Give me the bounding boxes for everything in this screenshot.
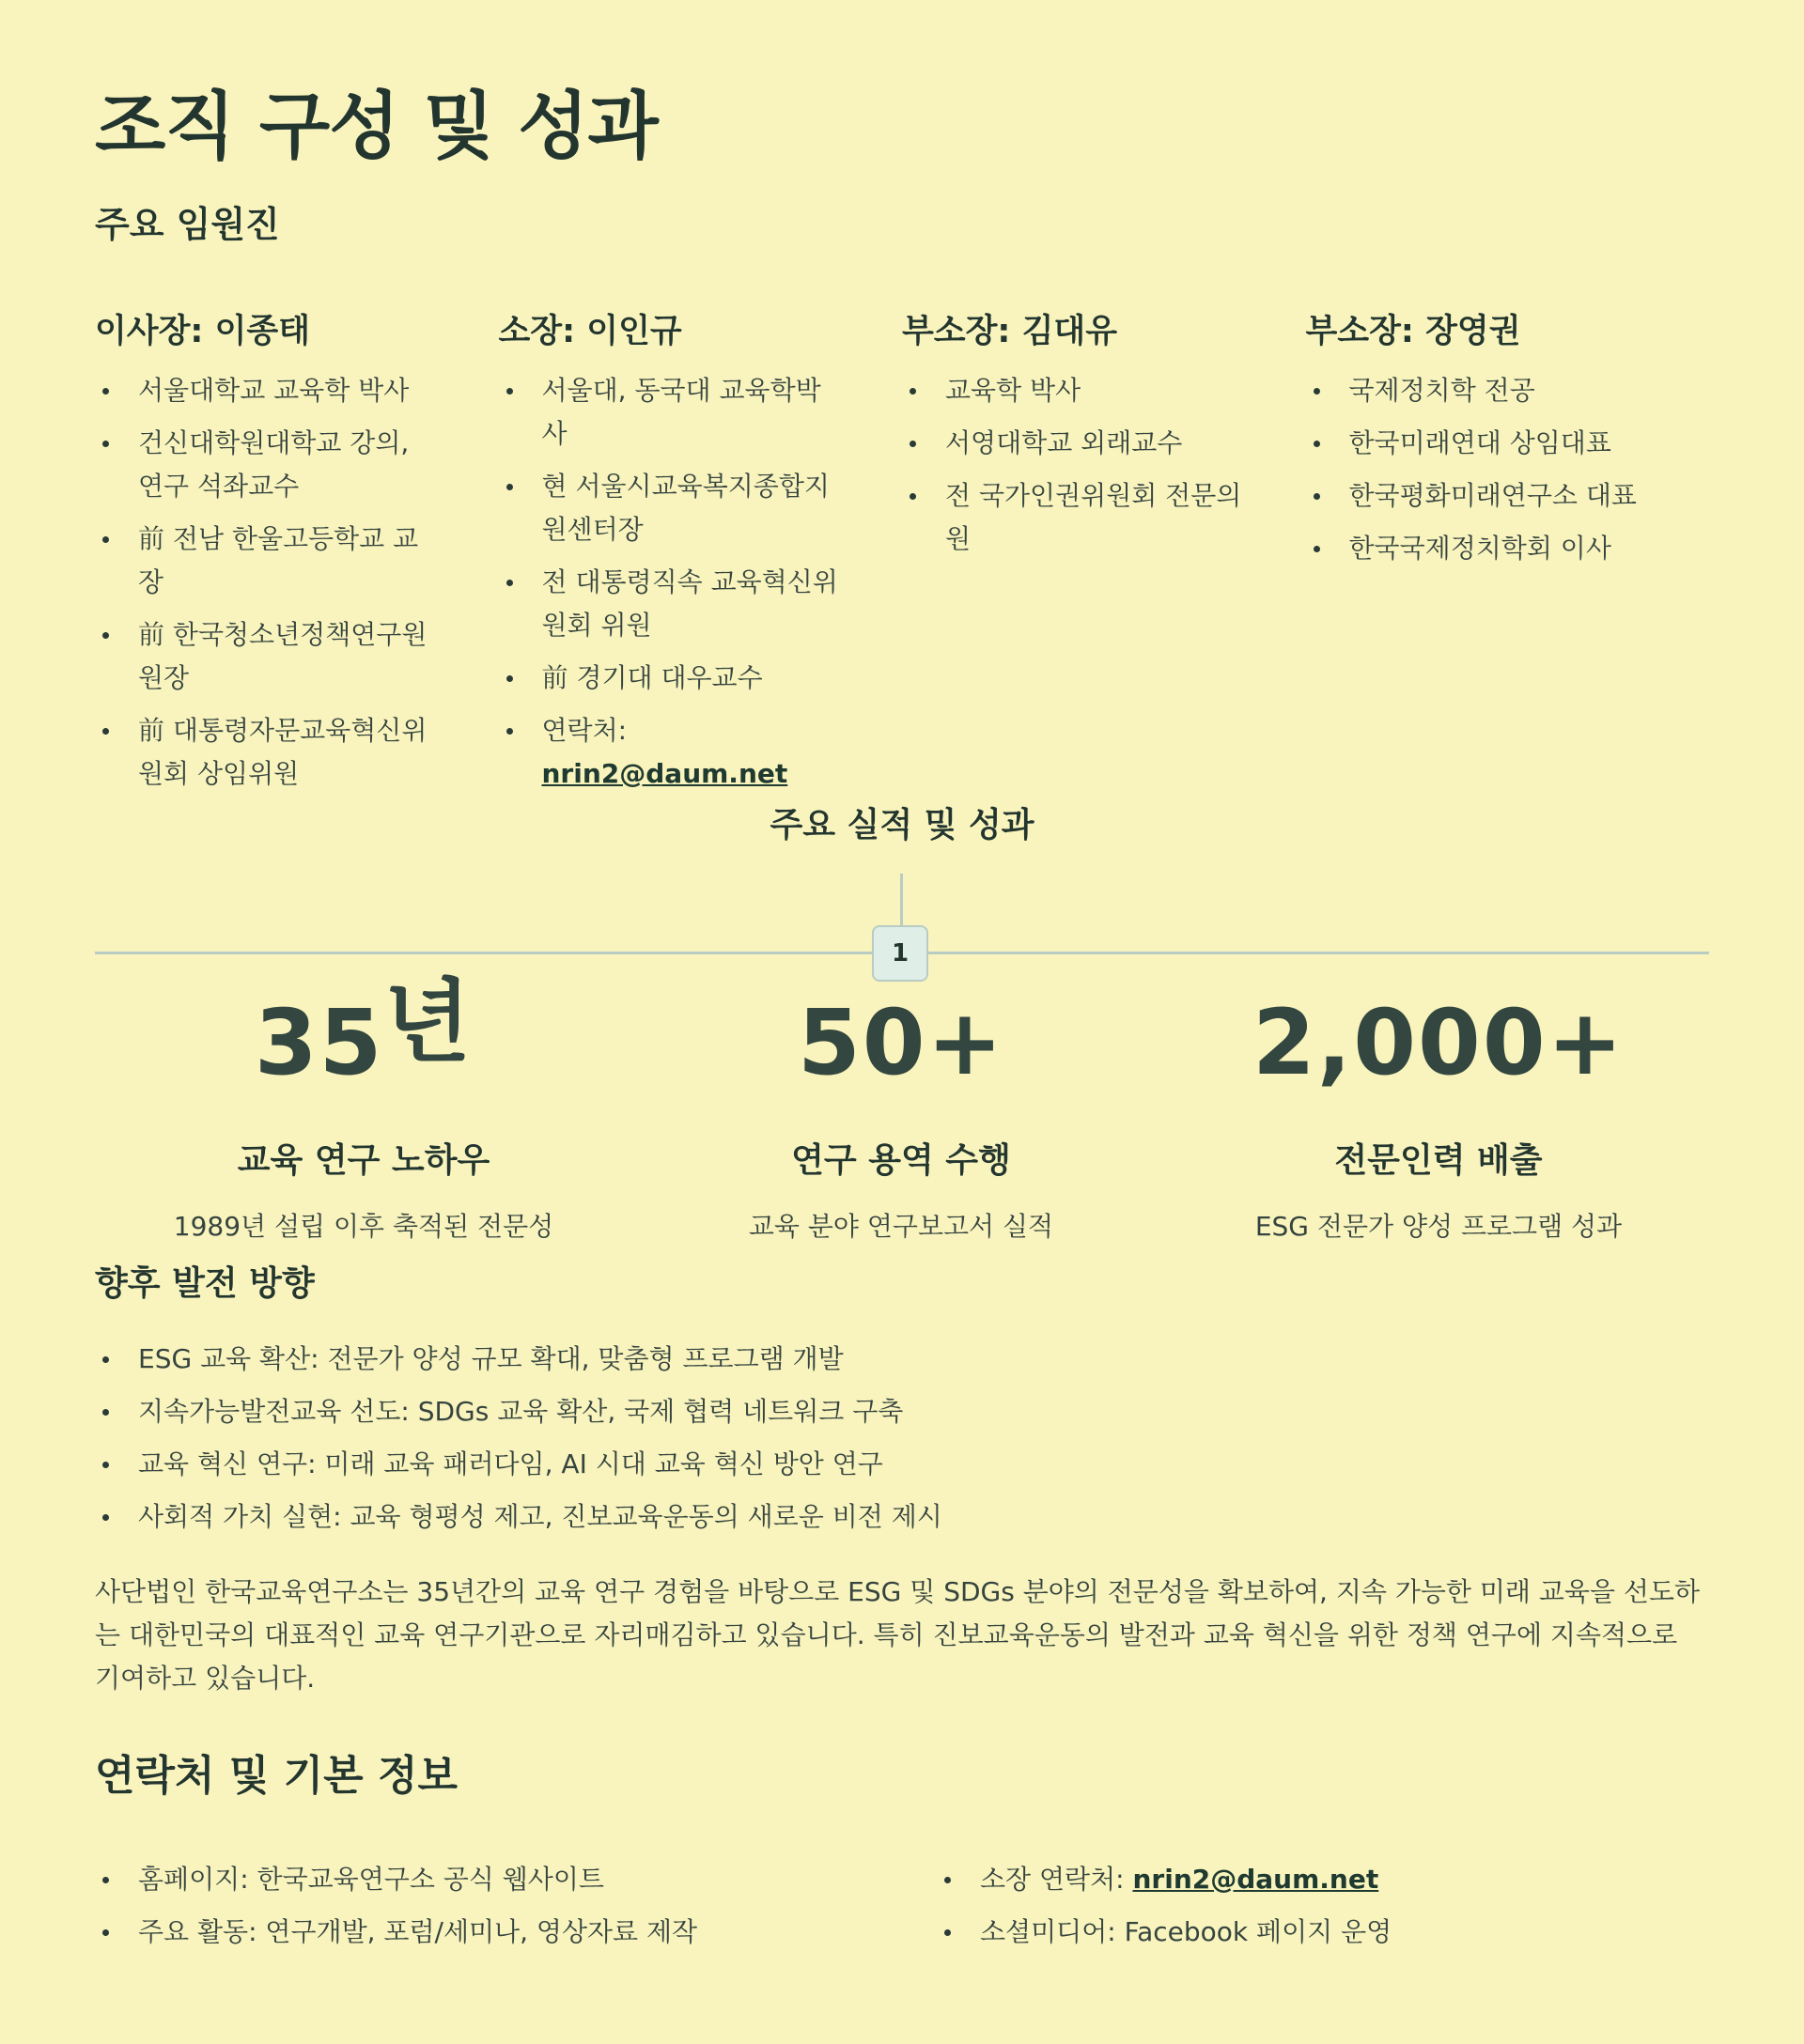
list-item: 서울대, 동국대 교육학박사 xyxy=(499,369,843,456)
list-item: 서울대학교 교육학 박사 xyxy=(95,369,439,412)
stat-experts xyxy=(1170,982,1707,1244)
leader-credentials xyxy=(499,369,903,796)
stat-number: 50+ xyxy=(797,990,1005,1095)
list-item: 한국국제정치학회 이사 xyxy=(1306,527,1650,570)
leader-title: 이사장: 이종태 xyxy=(95,313,311,350)
leader-credentials xyxy=(95,369,499,796)
list-item: 현 서울시교육복지종합지원센터장 xyxy=(499,465,843,551)
list-item: 서영대학교 외래교수 xyxy=(902,422,1246,465)
contact-list-left xyxy=(95,1858,697,1963)
stat-suffix: 년 xyxy=(383,969,474,1075)
stats-row xyxy=(95,969,1709,1244)
stat-label: 전문인력 배출 xyxy=(1334,1141,1543,1180)
homepage-item: 홈페이지: 한국교육연구소 공식 웹사이트 xyxy=(95,1858,697,1901)
list-item: 교육학 박사 xyxy=(902,369,1246,412)
leader-card-vice-director-kim xyxy=(902,305,1306,805)
stat-value xyxy=(95,969,632,1104)
leader-title: 소장: 이인규 xyxy=(498,313,682,350)
summary-paragraph: 사단법인 한국교육연구소는 35년간의 교육 연구 경험을 바탕으로 ESG 및 SDGs 분야의 전문성을 확보하여, 지속 가능한 미래 교육을 선도하는 대한민국의 대표적인 교육 연구기관으로 자리매김하고 있습니다. 특히 진보교육운동의 발전과 교육 혁신을 위한 정책 연구에 지속적으로 기여하고 있습니다. xyxy=(95,1576,1701,1694)
list-item: 국제정치학 전공 xyxy=(1306,369,1650,412)
social-item: 소셜미디어: Facebook 페이지 운영 xyxy=(937,1911,1392,1954)
timeline-connector xyxy=(900,874,903,925)
list-item: 前 경기대 대우교수 xyxy=(499,657,843,700)
leader-credentials xyxy=(1306,369,1710,570)
list-item: 前 대통령자문교육혁신위원회 상임위원 xyxy=(95,709,439,796)
director-contact-email-link[interactable]: nrin2@daum.net xyxy=(1132,1864,1379,1895)
stat-value xyxy=(1170,982,1707,1104)
leader-title: 부소장: 김대유 xyxy=(902,313,1118,350)
leader-card-vice-director-jang xyxy=(1306,305,1710,805)
contact-heading: 연락처 및 기본 정보 xyxy=(95,1752,458,1800)
list-item: 지속가능발전교육 선도: SDGs 교육 확산, 국제 협력 네트워크 구축 xyxy=(95,1390,942,1433)
leader-card-director xyxy=(499,305,903,805)
contact-list-right xyxy=(937,1858,1392,1963)
leader-card-chairman xyxy=(95,305,499,805)
stat-description: ESG 전문가 양성 프로그램 성과 xyxy=(1254,1211,1623,1242)
list-item: 한국평화미래연구소 대표 xyxy=(1306,474,1650,518)
leader-title: 부소장: 장영권 xyxy=(1305,313,1521,350)
list-item: 교육 혁신 연구: 미래 교육 패러다임, AI 시대 교육 혁신 방안 연구 xyxy=(95,1443,942,1486)
stat-value xyxy=(632,982,1170,1104)
leader-credentials xyxy=(902,369,1306,561)
list-item: 건신대학원대학교 강의, 연구 석좌교수 xyxy=(95,422,439,508)
director-email-link[interactable]: nrin2@daum.net xyxy=(541,758,788,789)
future-list xyxy=(95,1338,942,1548)
list-item: ESG 교육 확산: 전문가 양성 규모 확대, 맞춤형 프로그램 개발 xyxy=(95,1338,942,1381)
stat-number: 2,000+ xyxy=(1252,990,1625,1095)
activities-item: 주요 활동: 연구개발, 포럼/세미나, 영상자료 제작 xyxy=(95,1911,697,1954)
stat-label: 교육 연구 노하우 xyxy=(237,1141,490,1180)
future-heading: 향후 발전 방향 xyxy=(95,1264,315,1303)
contact-label: 연락처: xyxy=(541,715,628,746)
director-contact-item xyxy=(937,1858,1392,1901)
list-item: 前 한국청소년정책연구원 원장 xyxy=(95,613,439,700)
leaders-heading: 주요 임원진 xyxy=(95,204,280,245)
stat-years xyxy=(95,969,632,1244)
list-item: 한국미래연대 상임대표 xyxy=(1306,422,1650,465)
stat-description: 교육 분야 연구보고서 실적 xyxy=(748,1211,1054,1242)
page-title: 조직 구성 및 성과 xyxy=(95,85,658,169)
list-item: 前 전남 한울고등학교 교장 xyxy=(95,518,439,604)
leaders-grid xyxy=(95,305,1709,805)
list-item: 사회적 가치 실현: 교육 형평성 제고, 진보교육운동의 새로운 비전 제시 xyxy=(95,1495,942,1539)
stat-label: 연구 용역 수행 xyxy=(791,1141,1011,1180)
list-item: 전 국가인권위원회 전문의원 xyxy=(902,474,1246,561)
achievements-heading: 주요 실적 및 성과 xyxy=(770,806,1034,844)
contact-label: 소장 연락처: xyxy=(980,1864,1133,1895)
stat-number: 35 xyxy=(254,990,384,1095)
contact-item xyxy=(499,709,843,796)
list-item: 전 대통령직속 교육혁신위원회 위원 xyxy=(499,561,843,647)
timeline-marker: 1 xyxy=(872,925,928,982)
stat-projects xyxy=(632,982,1170,1244)
stat-description: 1989년 설립 이후 축적된 전문성 xyxy=(173,1211,554,1242)
